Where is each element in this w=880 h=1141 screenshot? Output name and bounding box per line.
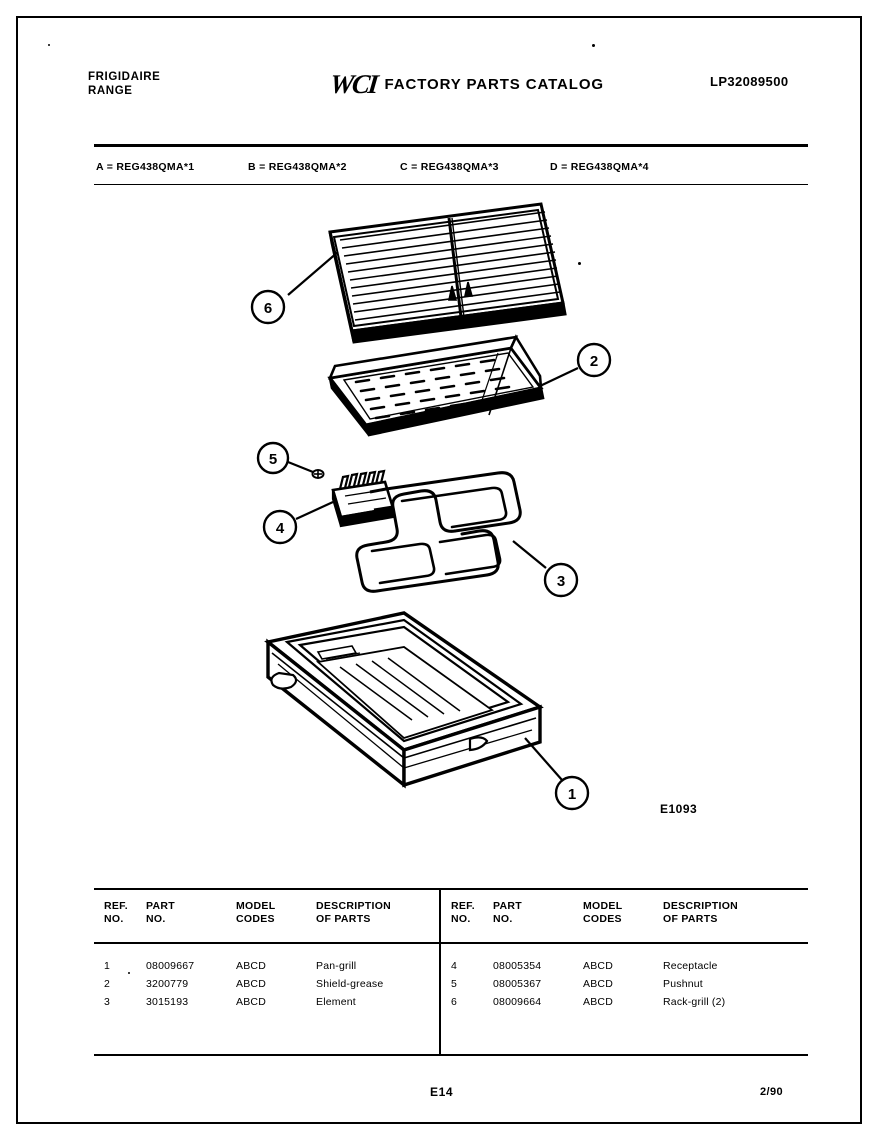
callout-5: [258, 443, 313, 473]
cell-part-number: 08005354: [493, 960, 542, 972]
model-code-a: A = REG438QMA*1: [96, 161, 195, 173]
print-speck: [48, 44, 50, 46]
cell-description: Element: [316, 996, 356, 1008]
cell-description: Shield-grease: [316, 978, 384, 990]
masthead: [0, 52, 880, 108]
column-header-part: [146, 900, 175, 926]
callout-5-label: 5: [268, 451, 278, 468]
brand-block: [88, 70, 160, 98]
revision-date: 2/90: [760, 1086, 784, 1098]
callout-6: [252, 252, 338, 323]
column-header-ref: [104, 900, 128, 926]
cell-ref: 5: [451, 978, 458, 990]
cell-description: Pan-grill: [316, 960, 357, 972]
brand-category: RANGE: [88, 85, 133, 97]
cell-ref: 6: [451, 996, 458, 1008]
column-header-ref-line2: NO.: [451, 913, 471, 925]
catalog-title-text: FACTORY PARTS CATALOG: [384, 76, 604, 93]
cell-model-codes: ABCD: [583, 960, 613, 972]
column-header-part-line2: NO.: [146, 913, 166, 925]
part-rack-grill: [330, 204, 565, 342]
column-header-ref: [451, 900, 475, 926]
callout-4-label: 4: [275, 520, 285, 537]
callout-2: [540, 344, 610, 386]
column-header-description: [663, 900, 738, 926]
cell-model-codes: ABCD: [236, 978, 266, 990]
column-header-ref-line1: REF.: [104, 900, 128, 912]
cell-model-codes: ABCD: [583, 978, 613, 990]
part-receptacle: [333, 471, 393, 526]
parts-table-left: [94, 888, 439, 1056]
callout-1: [525, 738, 588, 809]
cell-ref: 3: [104, 996, 111, 1008]
cell-description: Rack-grill (2): [663, 996, 726, 1008]
column-header-part-line2: NO.: [493, 913, 513, 925]
model-code-c: C = REG438QMA*3: [400, 161, 499, 173]
column-header-ref-line1: REF.: [451, 900, 475, 912]
callout-6-label: 6: [263, 300, 273, 317]
callout-3: [513, 541, 577, 596]
wci-logo: WCI: [328, 69, 379, 99]
column-header-codes-line2: CODES: [236, 913, 275, 925]
model-code-d: D = REG438QMA*4: [550, 161, 649, 173]
parts-table: [94, 888, 808, 1056]
model-code-legend: [96, 161, 812, 173]
column-header-codes-line1: MODEL: [236, 900, 276, 912]
column-header-description-line2: OF PARTS: [316, 913, 371, 925]
callout-2-label: 2: [589, 353, 599, 370]
cell-description: Pushnut: [663, 978, 703, 990]
print-speck: [592, 44, 595, 47]
brand-name: FRIGIDAIRE: [88, 71, 161, 83]
document-number: LP32089500: [710, 74, 789, 89]
header-rule-top: [94, 144, 808, 147]
column-header-description: [316, 900, 391, 926]
header-rule-bottom: [94, 184, 808, 185]
page-number: E14: [430, 1085, 454, 1099]
callout-4: [264, 502, 333, 543]
callout-1-label: 1: [567, 786, 577, 803]
column-header-description-line1: DESCRIPTION: [663, 900, 739, 912]
cell-model-codes: ABCD: [236, 960, 266, 972]
column-header-codes-line1: MODEL: [583, 900, 623, 912]
cell-part-number: 3200779: [146, 978, 189, 990]
model-code-b: B = REG438QMA*2: [248, 161, 347, 173]
column-header-part-line1: PART: [493, 900, 523, 912]
cell-part-number: 08009664: [493, 996, 542, 1008]
part-pushnut: [313, 470, 324, 478]
column-header-codes: [236, 900, 275, 926]
column-header-part: [493, 900, 522, 926]
cell-model-codes: ABCD: [236, 996, 266, 1008]
column-header-ref-line2: NO.: [104, 913, 124, 925]
exploded-parts-diagram: [0, 190, 880, 850]
part-shield-grease: [330, 337, 543, 435]
cell-ref: 2: [104, 978, 111, 990]
cell-part-number: 08005367: [493, 978, 542, 990]
column-header-description-line2: OF PARTS: [663, 913, 718, 925]
cell-ref: 4: [451, 960, 458, 972]
column-header-codes: [583, 900, 622, 926]
cell-part-number: 08009667: [146, 960, 195, 972]
cell-ref: 1: [104, 960, 111, 972]
figure-code: E1093: [660, 802, 698, 816]
cell-model-codes: ABCD: [583, 996, 613, 1008]
cell-part-number: 3015193: [146, 996, 189, 1008]
column-header-description-line1: DESCRIPTION: [316, 900, 392, 912]
column-header-codes-line2: CODES: [583, 913, 622, 925]
parts-table-right: [441, 888, 786, 1056]
catalog-title-block: [330, 71, 604, 98]
callout-3-label: 3: [556, 573, 566, 590]
part-pan-grill: [268, 613, 540, 785]
cell-description: Receptacle: [663, 960, 718, 972]
column-header-part-line1: PART: [146, 900, 176, 912]
